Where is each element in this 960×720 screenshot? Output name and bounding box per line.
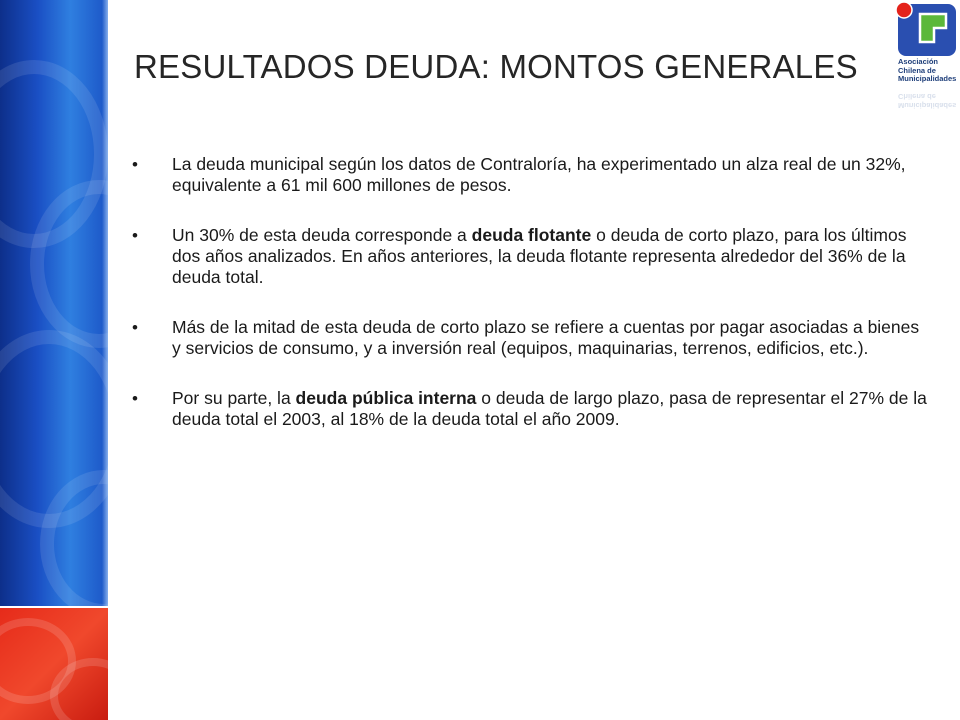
bullet-text: Más de la mitad de esta deuda de corto plazo se refiere a cuentas por pagar asociadas a bienes y servicios de consumo, y a inversión real (equipos, maquinarias, terrenos, edificios, etc.). — [172, 317, 920, 358]
logo-line: Chilena de — [898, 65, 936, 75]
bullet-text: o deuda de corto plazo, para los últimos dos años analizados. En años anteriores, la deuda flotante representa alrededor del 36% de la deuda total. — [172, 225, 907, 287]
bullet-dot-icon: • — [132, 226, 138, 245]
bullet-dot-icon: • — [132, 155, 138, 174]
bullet-text: Por su parte, la — [172, 388, 296, 408]
logo-line: Municipalidades — [898, 74, 957, 83]
left-decorative-band-red — [0, 608, 108, 720]
bullet-list — [130, 154, 930, 430]
bullet-dot-icon: • — [132, 389, 138, 408]
band-edge-highlight — [102, 0, 108, 606]
logo-reflection — [898, 92, 956, 109]
bullet-item — [130, 225, 930, 288]
bullet-text: o deuda de largo plazo, pasa de representar el 27% de la deuda total el 2003, al 18% de la deuda total el año 2009. — [172, 388, 927, 429]
slide-title: RESULTADOS DEUDA: MONTOS GENERALES — [134, 48, 858, 85]
bullet-item — [130, 154, 930, 196]
bullet-text: La deuda municipal según los datos de Contraloría, ha experimentado un alza real de un 32%, equivalente a 61 mil 600 millones de pesos. — [172, 154, 906, 195]
bullet-item — [130, 317, 930, 359]
bullet-item — [130, 388, 930, 430]
bullet-text: Un 30% de esta deuda corresponde a — [172, 225, 472, 245]
left-decorative-band-blue — [0, 0, 108, 606]
bullet-dot-icon: • — [132, 318, 138, 337]
logo-red-dot — [896, 2, 912, 18]
bullet-emphasis: deuda pública interna — [295, 388, 477, 408]
logo-reflection-line: Municipalidades — [898, 101, 957, 110]
logo-text — [898, 58, 956, 84]
logo-line: Asociación — [898, 57, 939, 66]
logo-mark-icon — [890, 0, 960, 60]
logo-reflection-line: Chilena de — [898, 92, 936, 102]
bullet-emphasis: deuda flotante — [471, 225, 592, 245]
